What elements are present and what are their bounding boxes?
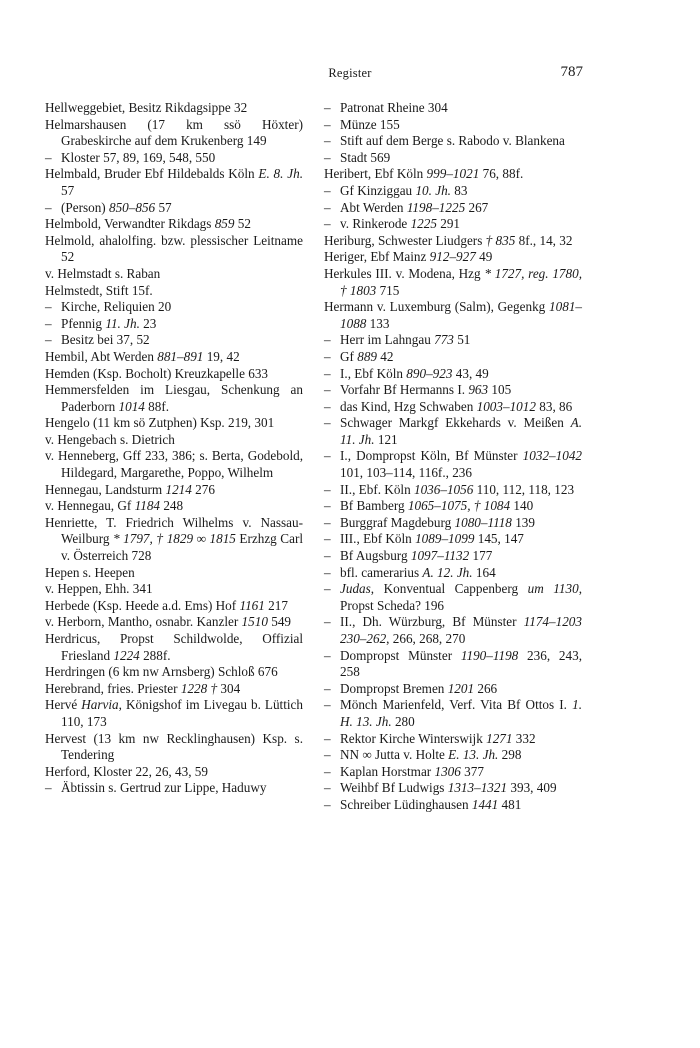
index-entry — [45, 382, 303, 415]
entry-text: Hemmersfelden im Liesgau, Schenkung an Paderborn — [45, 382, 303, 414]
entry-text: 1306 — [434, 763, 461, 779]
entry-text: 1184 — [134, 498, 161, 514]
entry-text: 76, 88f. — [479, 166, 524, 182]
index-entry — [324, 249, 582, 266]
entry-text: um 1130 — [527, 581, 579, 597]
index-entry — [45, 366, 303, 383]
entry-text: Vorfahr Bf Hermanns I. — [340, 382, 469, 398]
entry-text: A. 12. Jh. — [422, 564, 473, 580]
entry-text: 1214 — [165, 481, 192, 497]
entry-text: 1224 — [113, 647, 140, 663]
index-entry — [45, 598, 303, 615]
index-subentry — [324, 133, 582, 150]
index-subentry — [45, 780, 303, 797]
index-subentry — [324, 332, 582, 349]
index-subentry — [324, 200, 582, 217]
index-subentry — [324, 731, 582, 748]
entry-text: III., Ebf Köln — [340, 531, 416, 547]
index-entry — [45, 166, 303, 199]
index-subentry — [324, 681, 582, 698]
entry-text: 549 — [267, 614, 291, 630]
entry-text: 52 — [234, 216, 251, 232]
page-number: 787 — [560, 64, 583, 80]
index-subentry — [324, 531, 582, 548]
entry-text: Bf Augsburg — [340, 548, 411, 564]
index-entry — [324, 166, 582, 183]
index-entry — [45, 565, 303, 582]
entry-text: * 1727, reg. 1780, † 1803 — [340, 265, 582, 298]
entry-text: Herebrand, fries. Priester — [45, 680, 181, 696]
entry-text: Rektor Kirche Winterswijk — [340, 730, 487, 746]
entry-text: 139 — [511, 514, 535, 530]
entry-text: Helmstedt, Stift 15f. — [45, 282, 153, 298]
entry-text: Harvia — [81, 697, 119, 713]
entry-text: 140 — [510, 498, 534, 514]
entry-text: 1014 — [118, 398, 145, 414]
entry-text: Herbede (Ksp. Heede a.d. Ems) Hof — [45, 597, 240, 613]
entry-text: 304 — [217, 680, 241, 696]
entry-text: Helmbald, Bruder Ebf Hildebalds Köln — [45, 166, 259, 182]
entry-text: Judas — [340, 581, 371, 597]
index-column-right — [324, 100, 582, 814]
entry-text: Äbtissin s. Gertrud zur Lippe, Haduwy — [61, 780, 267, 796]
entry-text: 1198–1225 — [406, 199, 466, 215]
entry-text: v. Hennegau, Gf — [45, 498, 135, 514]
entry-text: Hengelo (11 km sö Zutphen) Ksp. 219, 301 — [45, 415, 275, 431]
entry-text: Hennegau, Landsturm — [45, 481, 166, 497]
entry-text: Herford, Kloster 22, 26, 43, 59 — [45, 763, 208, 779]
index-subentry — [324, 117, 582, 134]
entry-text: Hellweggebiet, Besitz Rikdagsippe 32 — [45, 100, 248, 115]
index-subentry — [45, 299, 303, 316]
entry-text: 57 — [61, 182, 75, 198]
entry-text: Heribert, Ebf Köln — [324, 166, 427, 182]
entry-text: Mönch Marienfeld, Verf. Vita Bf Ottos I. — [340, 697, 573, 713]
entry-text: 51 — [453, 332, 471, 348]
entry-text: , Königshof im Livegau b. Lüttich 110, 173 — [61, 697, 304, 729]
index-subentry — [324, 515, 582, 532]
entry-text: 121 — [374, 431, 398, 447]
entry-text: 1. H. 13. Jh. — [340, 697, 582, 729]
entry-text: Gf Kinziggau — [340, 182, 416, 198]
entry-text: 1065–1075, † 1084 — [407, 498, 511, 514]
entry-text: 49 — [475, 249, 493, 265]
entry-text: 859 — [214, 216, 235, 232]
entry-text: Helmold, ahalolfing. bzw. plessischer Leitname 52 — [45, 232, 303, 265]
entry-text: 177 — [469, 548, 493, 564]
entry-text: † 835 — [485, 232, 516, 248]
entry-text: 145, 147 — [474, 531, 524, 547]
entry-text: 276 — [191, 481, 215, 497]
entry-text: E. 13. Jh. — [448, 747, 499, 763]
index-entry — [45, 432, 303, 449]
entry-text: A. 11. Jh. — [340, 415, 582, 447]
entry-text: NN ∞ Jutta v. Holte — [340, 747, 449, 763]
entry-text: 963 — [468, 382, 489, 398]
entry-text: Dompropst Münster — [340, 647, 461, 663]
entry-text: bfl. camerarius — [340, 564, 423, 580]
index-subentry — [324, 548, 582, 565]
entry-text: Dompropst Bremen — [340, 680, 448, 696]
entry-text: 1161 — [239, 597, 265, 613]
index-entry — [324, 299, 582, 332]
entry-text: 1228 † — [180, 680, 218, 696]
entry-text: 1313–1321 — [447, 780, 508, 796]
entry-text: Henriette, T. Friedrich Wilhelms v. Nassau-Weilburg — [45, 514, 303, 547]
index-subentry — [324, 747, 582, 764]
entry-text: 1225 — [410, 216, 437, 232]
index-entry — [45, 631, 303, 664]
entry-text: 1097–1132 — [410, 548, 470, 564]
index-subentry — [324, 697, 582, 730]
entry-text: 773 — [434, 332, 454, 348]
entry-text: 105 — [488, 382, 512, 398]
entry-text: Hervest (13 km nw Recklinghausen) Ksp. s. Tendering — [45, 730, 303, 763]
index-subentry — [45, 150, 303, 167]
entry-text: Münze 155 — [340, 116, 400, 132]
index-subentry — [324, 448, 582, 481]
entry-text: 850–856 — [108, 199, 156, 215]
entry-text: , 266, 268, 270 — [386, 631, 466, 646]
entry-text: 1089–1099 — [415, 531, 475, 547]
entry-text: Hermann v. Luxemburg (Salm), Gegenkg — [324, 299, 550, 315]
entry-text: 1201 — [447, 680, 475, 696]
entry-text: Heriburg, Schwester Liudgers — [324, 232, 486, 248]
entry-text: Herdricus, Propst Schildwolde, Offizial Friesland — [45, 631, 303, 663]
index-subentry — [324, 366, 582, 383]
entry-text: 1441 — [471, 796, 499, 812]
index-entry — [45, 233, 303, 266]
entry-text: II., Ebf. Köln — [340, 481, 414, 497]
entry-text: II., Dh. Würzburg, Bf Münster — [340, 614, 524, 630]
entry-text: Bf Bamberg — [340, 498, 408, 514]
entry-text: 236, 243, 258 — [340, 647, 582, 680]
index-subentry — [45, 316, 303, 333]
index-entry — [45, 581, 303, 598]
entry-text: 1036–1056 — [413, 481, 474, 497]
index-subentry — [324, 399, 582, 416]
index-subentry — [324, 100, 582, 117]
entry-text: 83 — [450, 182, 468, 198]
index-subentry — [324, 614, 582, 647]
index-entry — [45, 415, 303, 432]
entry-text: 110, 112, 118, 123 — [473, 481, 575, 497]
index-entry — [45, 266, 303, 283]
entry-text: 332 — [512, 730, 536, 746]
entry-text: I., Dompropst Köln, Bf Münster — [340, 448, 523, 464]
entry-text: 43, 49 — [452, 365, 489, 381]
entry-text: Kaplan Horstmar — [340, 763, 435, 779]
index-entry — [45, 100, 303, 117]
entry-text: das Kind, Hzg Schwaben — [340, 398, 477, 414]
index-entry — [45, 482, 303, 499]
index-subentry — [324, 349, 582, 366]
index-subentry — [324, 382, 582, 399]
index-entry — [45, 664, 303, 681]
entry-text: 999–1021 — [426, 166, 480, 182]
index-subentry — [45, 332, 303, 349]
entry-text: 57 — [155, 199, 172, 215]
entry-text: Erzhzg Carl v. Österreich 728 — [61, 531, 304, 564]
entry-text: 23 — [139, 315, 157, 331]
entry-text: Herdringen (6 km nw Arnsberg) Schloß 676 — [45, 664, 278, 680]
index-entry — [45, 515, 303, 565]
entry-text: Gf — [340, 348, 358, 364]
index-subentry — [324, 780, 582, 797]
entry-text: Hembil, Abt Werden — [45, 348, 158, 364]
entry-text: , Konventual Cappenberg — [370, 581, 528, 597]
entry-text: 291 — [436, 216, 461, 232]
entry-text: 248 — [160, 498, 184, 514]
index-subentry — [324, 764, 582, 781]
entry-text: 1510 — [241, 614, 268, 630]
entry-text: 280 — [391, 713, 415, 729]
index-entry — [45, 697, 303, 730]
entry-text: Weihbf Bf Ludwigs — [340, 780, 448, 796]
entry-text: Herkules III. v. Modena, Hzg — [324, 265, 485, 281]
index-entry — [45, 498, 303, 515]
entry-text: Schreiber Lüdinghausen — [340, 796, 472, 812]
entry-text: 912–927 — [429, 249, 476, 265]
entry-text: Helmarshausen (17 km ssö Höxter) Grabeskirche auf dem Krukenberg 149 — [45, 116, 303, 149]
entry-text: Stadt 569 — [340, 149, 391, 165]
entry-text: 217 — [264, 597, 288, 613]
index-entry — [45, 448, 303, 481]
entry-text: 42 — [377, 348, 394, 364]
entry-text: Hepen s. Heepen — [45, 564, 135, 580]
entry-text: v. Henneberg, Gff 233, 386; s. Berta, Godebold, Hildegard, Margarethe, Poppo, Wilhelm — [45, 448, 303, 481]
entry-text: 133 — [366, 315, 390, 331]
index-entry — [324, 233, 582, 250]
index-entry — [45, 681, 303, 698]
index-entry — [45, 614, 303, 631]
entry-text: , Propst Scheda? 196 — [340, 581, 582, 613]
entry-text: 8f., 14, 32 — [515, 232, 573, 248]
entry-text: 881–891 — [157, 348, 204, 364]
index-subentry — [324, 498, 582, 515]
entry-text: Besitz bei 37, 52 — [61, 332, 150, 348]
entry-text: 1271 — [486, 730, 513, 746]
entry-text: 890–923 — [406, 365, 453, 381]
entry-text: 1032–1042 — [522, 448, 582, 464]
index-entry — [45, 216, 303, 233]
entry-text: 1081–1088 — [340, 299, 582, 331]
entry-text: Helmbold, Verwandter Rikdags — [45, 216, 215, 232]
entry-text: 266 — [474, 680, 498, 696]
entry-text: Hervé — [45, 697, 82, 713]
entry-text: I., Ebf Köln — [340, 365, 407, 381]
index-entry — [45, 117, 303, 150]
entry-text: 298 — [498, 747, 522, 763]
entry-text: 88f. — [144, 398, 170, 414]
index-subentry — [324, 415, 582, 448]
entry-text: v. Heppen, Ehh. 341 — [45, 581, 153, 597]
entry-text: Schwager Markgf Ekkehards v. Meißen — [340, 415, 571, 431]
entry-text: 101, 103–114, 116f., 236 — [340, 465, 472, 481]
entry-text: 1190–1198 — [460, 647, 519, 663]
index-subentry — [324, 216, 582, 233]
entry-text: Pfennig — [61, 315, 106, 331]
entry-text: 393, 409 — [507, 780, 557, 796]
index-subentry — [45, 200, 303, 217]
entry-text: Kloster 57, 89, 169, 548, 550 — [61, 149, 216, 165]
index-subentry — [324, 648, 582, 681]
entry-text: 164 — [472, 564, 496, 580]
index-subentry — [324, 183, 582, 200]
entry-text: Patronat Rheine 304 — [340, 100, 448, 115]
entry-text: Heriger, Ebf Mainz — [324, 249, 430, 265]
entry-text: Burggraf Magdeburg — [340, 514, 455, 530]
entry-text: 10. Jh. — [415, 182, 451, 198]
index-subentry — [324, 482, 582, 499]
entry-text: 11. Jh. — [105, 315, 140, 331]
entry-text: 267 — [465, 199, 489, 215]
entry-text: Abt Werden — [340, 199, 407, 215]
entry-text: 1003–1012 — [476, 398, 536, 414]
index-subentry — [324, 150, 582, 167]
index-entry — [324, 266, 582, 299]
index-entry — [45, 349, 303, 366]
entry-text: (Person) — [61, 199, 109, 215]
index-entry — [45, 731, 303, 764]
index-entry — [45, 764, 303, 781]
page-header — [0, 64, 700, 84]
index-column-left — [45, 100, 303, 797]
entry-text: 83, 86 — [535, 398, 573, 414]
entry-text: v. Rinkerode — [340, 216, 411, 232]
entry-text: 481 — [498, 796, 522, 812]
entry-text: 377 — [460, 763, 484, 779]
entry-text: Stift auf dem Berge s. Rabodo v. Blankena — [340, 133, 565, 149]
entry-text: v. Helmstadt s. Raban — [45, 265, 161, 281]
index-subentry — [324, 797, 582, 814]
entry-text: 1080–1118 — [454, 514, 512, 530]
entry-text: 889 — [357, 348, 377, 364]
running-head: Register — [328, 66, 372, 80]
index-subentry — [324, 581, 582, 614]
index-entry — [45, 283, 303, 300]
entry-text: Hemden (Ksp. Bocholt) Kreuzkapelle 633 — [45, 365, 269, 381]
entry-text: 715 — [376, 282, 400, 298]
entry-text: * 1797, † 1829 ∞ 1815 — [113, 531, 236, 547]
entry-text: 1174–1203 230–262 — [340, 614, 582, 646]
entry-text: Kirche, Reliquien 20 — [61, 299, 172, 315]
entry-text: 19, 42 — [203, 348, 240, 364]
entry-text: v. Hengebach s. Dietrich — [45, 431, 175, 447]
entry-text: Herr im Lahngau — [340, 332, 435, 348]
entry-text: 288f. — [139, 647, 171, 663]
entry-text: E. 8. Jh. — [258, 166, 303, 182]
index-subentry — [324, 565, 582, 582]
entry-text: v. Herborn, Mantho, osnabr. Kanzler — [45, 614, 242, 630]
